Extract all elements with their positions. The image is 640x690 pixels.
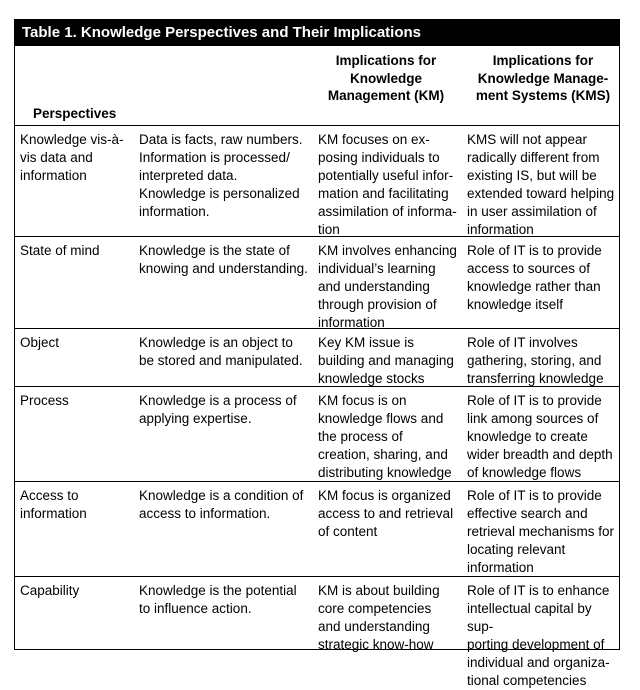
row-kms-implication: Role of IT is to provide link among sources of knowledge to create wider breadth and depth of knowledge flows — [467, 393, 613, 480]
table-row — [15, 126, 619, 237]
row-km-implication: KM focus is on knowledge flows and the process of creation, sharing, and distributing knowledge — [318, 393, 452, 480]
row-perspective: Process — [20, 393, 69, 408]
row-km-implication: KM is about building core competencies and understanding strategic know-how — [318, 583, 440, 652]
row-kms-implication: Role of IT involves gathering, storing, and transferring knowledge — [467, 335, 604, 386]
table-row — [15, 577, 619, 688]
row-description: Knowledge is the state of knowing and understanding. — [139, 243, 308, 276]
row-description: Knowledge is the potential to influence action. — [139, 583, 297, 616]
row-kms-implication: Role of IT is to provide effective search and retrieval mechanisms for locating relevant information — [467, 488, 615, 575]
row-perspective: Object — [20, 335, 60, 350]
row-km-implication: Key KM issue is building and managing knowledge stocks — [318, 335, 454, 386]
row-km-implication: KM involves enhancing individual’s learning and understanding through provision of information — [318, 243, 457, 330]
header-kms-implications: Implications for Knowledge Manage- ment Systems (KMS) — [475, 53, 611, 103]
row-perspective: Access to information — [20, 488, 87, 521]
row-km-implication: KM focus is organized access to and retrieval of content — [318, 488, 454, 539]
table-row — [15, 329, 619, 387]
table-row — [15, 482, 619, 577]
row-description: Knowledge is an object to be stored and manipulated. — [139, 335, 303, 368]
header-km-implications: Implications for Knowledge Management (KM) — [327, 53, 445, 103]
row-kms-implication: KMS will not appear radically different from existing IS, but will be extended toward helping in user assimilation of information — [467, 132, 615, 237]
row-description: Knowledge is a condition of access to information. — [139, 488, 304, 521]
header-perspectives: Perspectives — [33, 105, 117, 121]
table-header-row — [15, 46, 619, 126]
row-perspective: Capability — [20, 583, 80, 598]
knowledge-perspectives-table — [14, 19, 620, 688]
table-title: Table 1. Knowledge Perspectives and Their Implications — [15, 20, 619, 46]
row-description: Data is facts, raw numbers. Information is processed/ interpreted data. Knowledge is personalized information. — [139, 132, 303, 219]
row-kms-implication: Role of IT is to provide access to sources of knowledge rather than knowledge itself — [467, 243, 602, 312]
row-description: Knowledge is a process of applying expertise. — [139, 393, 297, 426]
row-perspective: State of mind — [20, 243, 100, 258]
row-perspective: Knowledge vis-à- vis data and information — [20, 132, 124, 183]
table-row — [15, 387, 619, 482]
row-km-implication: KM focuses on ex- posing individuals to potentially useful infor- mation and facilitating assimilation of informa- tion — [318, 132, 457, 237]
table-row — [15, 237, 619, 329]
row-kms-implication: Role of IT is to enhance intellectual capital by sup- porting development of individual and organiza- tional competencies — [467, 583, 610, 688]
